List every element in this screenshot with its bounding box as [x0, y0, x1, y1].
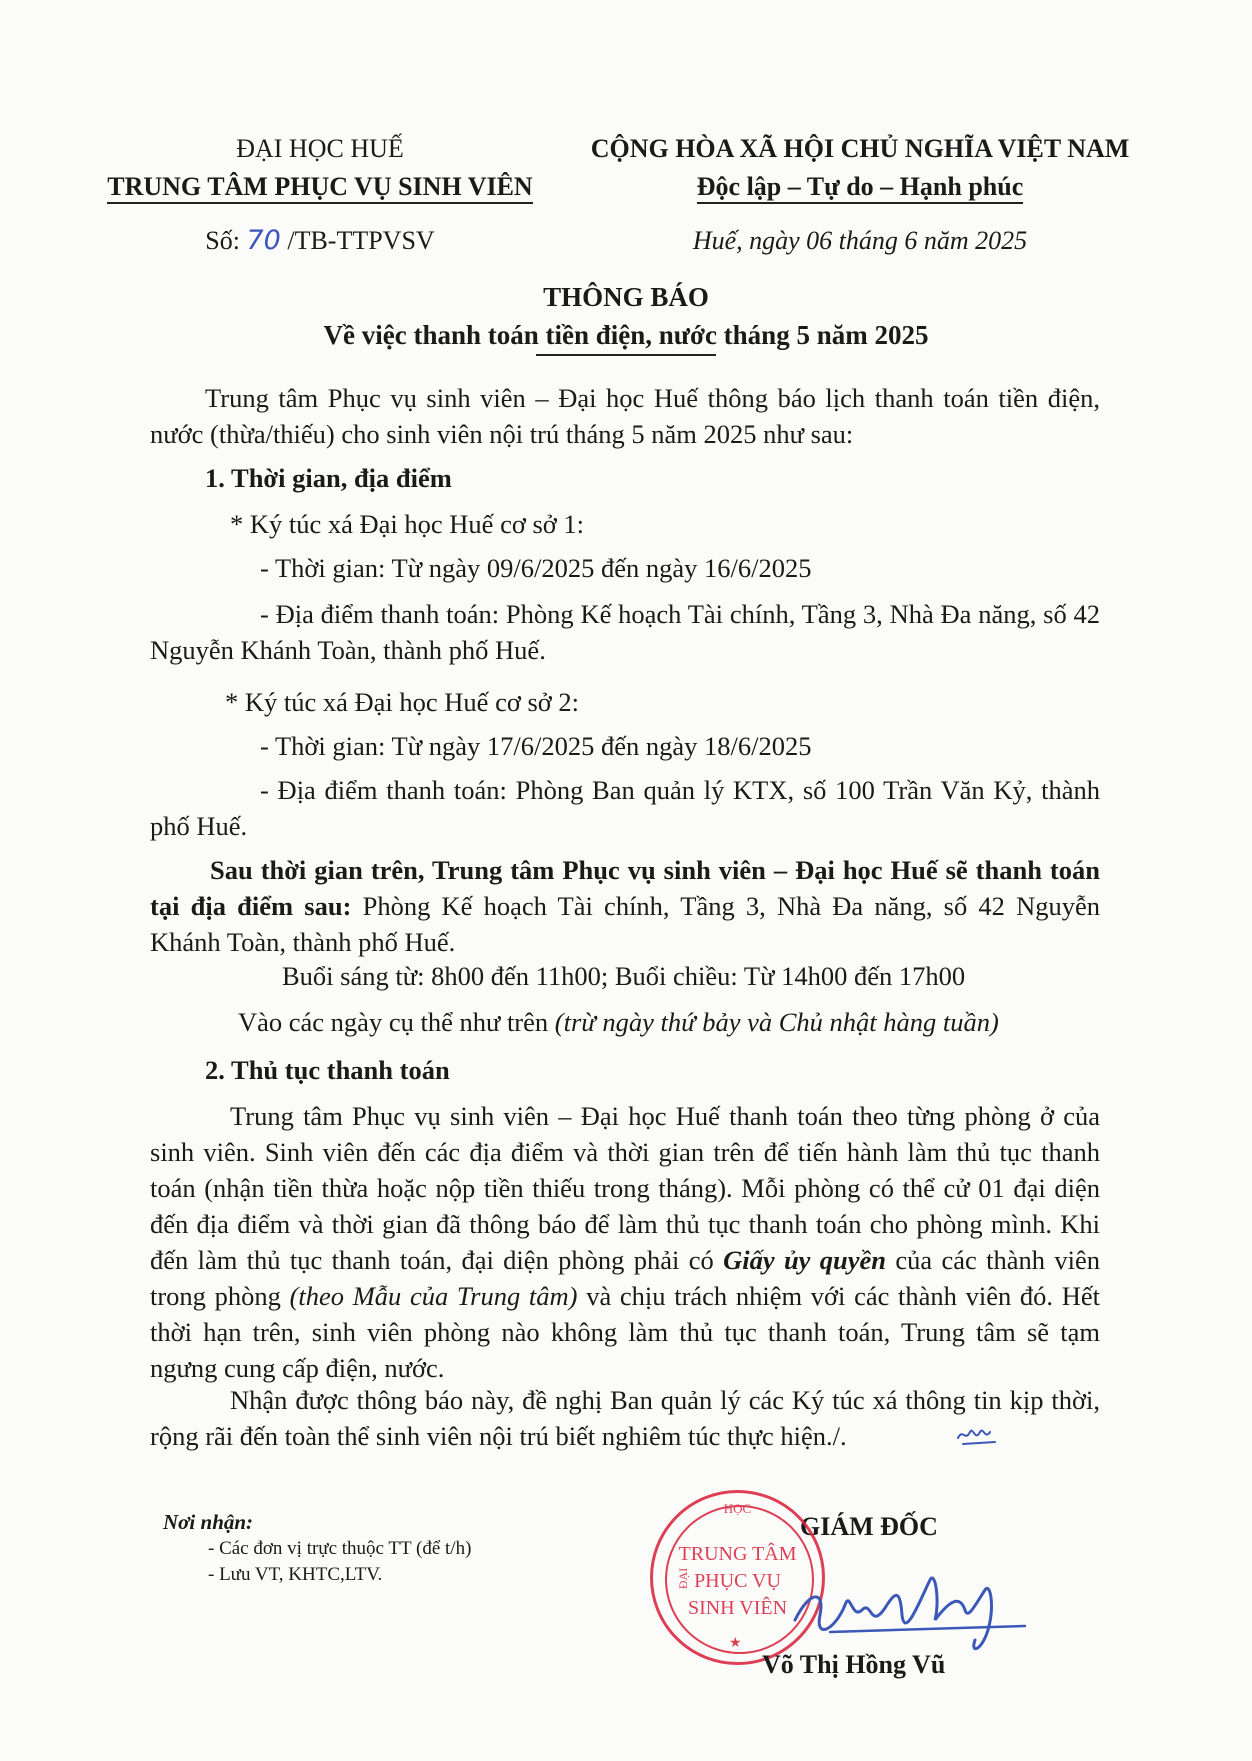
motto — [560, 168, 1160, 206]
office-days-note: (trừ ngày thứ bảy và Chủ nhật hàng tuần) — [554, 1007, 999, 1037]
doc-number-prefix: Số: — [205, 226, 240, 255]
procedure-paragraph — [150, 1098, 1100, 1386]
seal-side-text: ĐẠI — [676, 1567, 691, 1590]
subject-underline — [536, 354, 716, 356]
signature-stroke — [795, 1578, 991, 1649]
recipient-item: - Các đơn vị trực thuộc TT (để t/h) — [208, 1538, 472, 1559]
signer-name: Võ Thị Hồng Vũ — [762, 1650, 946, 1679]
org-name-text: TRUNG TÂM PHỤC VỤ SINH VIÊN — [107, 172, 532, 204]
issuer-block — [60, 130, 580, 260]
campus2-place: - Địa điểm thanh toán: Phòng Ban quản lý KTX, số 100 Trần Văn Kỷ, thành phố Huế. — [150, 775, 1100, 841]
initial-mark — [955, 1420, 1000, 1450]
country-name: CỘNG HÒA XÃ HỘI CHỦ NGHĨA VIỆT NAM — [590, 134, 1130, 163]
after-deadline-paragraph — [150, 852, 1100, 960]
doc-number — [60, 222, 580, 260]
seal-line: PHỤC VỤ — [694, 1570, 781, 1592]
office-days-text: Vào các ngày cụ thể như trên — [238, 1007, 555, 1037]
recipients-block — [163, 1508, 471, 1588]
after-deadline-bold: Sau thời gian trên, Trung tâm Phục vụ sinh viên – Đại học Huế sẽ thanh toán tại địa điểm sau: — [150, 855, 1100, 921]
authorization-letter: Giấy ủy quyền — [723, 1245, 887, 1275]
signer-role: GIÁM ĐỐC — [800, 1512, 938, 1541]
template-note: (theo Mẫu của Trung tâm) — [289, 1281, 578, 1311]
initial-stroke — [958, 1430, 995, 1444]
doc-title: THÔNG BÁO — [543, 282, 709, 312]
date-line: Huế, ngày 06 tháng 6 năm 2025 — [692, 226, 1028, 255]
campus1-place: - Địa điểm thanh toán: Phòng Kế hoạch Tài chính, Tầng 3, Nhà Đa năng, số 42 Nguyễn Khánh Toàn, thành phố Huế. — [150, 599, 1100, 665]
procedure-text-3: và chịu trách nhiệm với các thành viên đó. Hết thời hạn trên, sinh viên phòng nào không làm thủ tục thanh toán, Trung tâm sẽ tạm ngưng cung cấp điện, nước. — [150, 1281, 1101, 1383]
seal-line: TRUNG TÂM — [678, 1543, 797, 1565]
campus1-label: * Ký túc xá Đại học Huế cơ sở 1: — [230, 509, 585, 539]
national-heading — [560, 130, 1160, 260]
handwritten-signature — [790, 1560, 1030, 1660]
office-days — [238, 1004, 999, 1040]
intro-paragraph: Trung tâm Phục vụ sinh viên – Đại học Huế thông báo lịch thanh toán tiền điện, nước (thừa/thiếu) cho sinh viên nội trú tháng 5 năm 2025 như sau: — [150, 383, 1100, 449]
campus2-label: * Ký túc xá Đại học Huế cơ sở 2: — [225, 687, 580, 717]
org-name — [60, 168, 580, 206]
org-parent: ĐẠI HỌC HUẾ — [236, 134, 404, 163]
signature-underline — [830, 1626, 1025, 1632]
section2-heading: 2. Thủ tục thanh toán — [205, 1055, 450, 1085]
recipient-item: - Lưu VT, KHTC,LTV. — [208, 1564, 383, 1585]
campus1-time: - Thời gian: Từ ngày 09/6/2025 đến ngày 16/6/2025 — [260, 553, 812, 583]
seal-top-text: HỌC — [723, 1501, 752, 1516]
procedure-text-1: Trung tâm Phục vụ sinh viên – Đại học Huế thanh toán theo từng phòng ở của sinh viên. Sinh viên đến các địa điểm và thời gian trên để tiến hành làm thủ tục thanh toán (nhận tiền thừa hoặc nộp tiền thiếu trong tháng). Mỗi phòng có thể cử 01 đại diện đến địa điểm và thời gian đã thông báo để làm thủ tục thanh toán cho phòng mình. Khi đến làm thủ tục thanh toán, đại diện phòng phải có — [150, 1101, 1100, 1275]
doc-number-suffix: /TB-TTPVSV — [287, 226, 435, 255]
doc-subject: Về việc thanh toán tiền điện, nước tháng 5 năm 2025 — [323, 320, 929, 350]
motto-text: Độc lập – Tự do – Hạnh phúc — [697, 172, 1024, 204]
doc-number-value: 70 — [246, 225, 281, 256]
procedure-text-2: của các thành viên trong phòng — [150, 1245, 1100, 1311]
recipients-label: Nơi nhận: — [163, 1510, 254, 1534]
after-deadline-rest: Phòng Kế hoạch Tài chính, Tầng 3, Nhà Đa năng, số 42 Nguyễn Khánh Toàn, thành phố Huế. — [150, 891, 1100, 957]
campus2-time: - Thời gian: Từ ngày 17/6/2025 đến ngày 18/6/2025 — [260, 731, 812, 761]
seal-star-icon: ★ — [729, 1636, 742, 1651]
section1-heading: 1. Thời gian, địa điểm — [205, 463, 452, 493]
office-hours: Buổi sáng từ: 8h00 đến 11h00; Buổi chiều: Từ 14h00 đến 17h00 — [282, 961, 966, 991]
closing-paragraph: Nhận được thông báo này, đề nghị Ban quản lý các Ký túc xá thông tin kịp thời, rộng rãi đến toàn thể sinh viên nội trú biết nghiêm túc thực hiện./. — [150, 1385, 1100, 1451]
seal-line: SINH VIÊN — [687, 1597, 788, 1619]
